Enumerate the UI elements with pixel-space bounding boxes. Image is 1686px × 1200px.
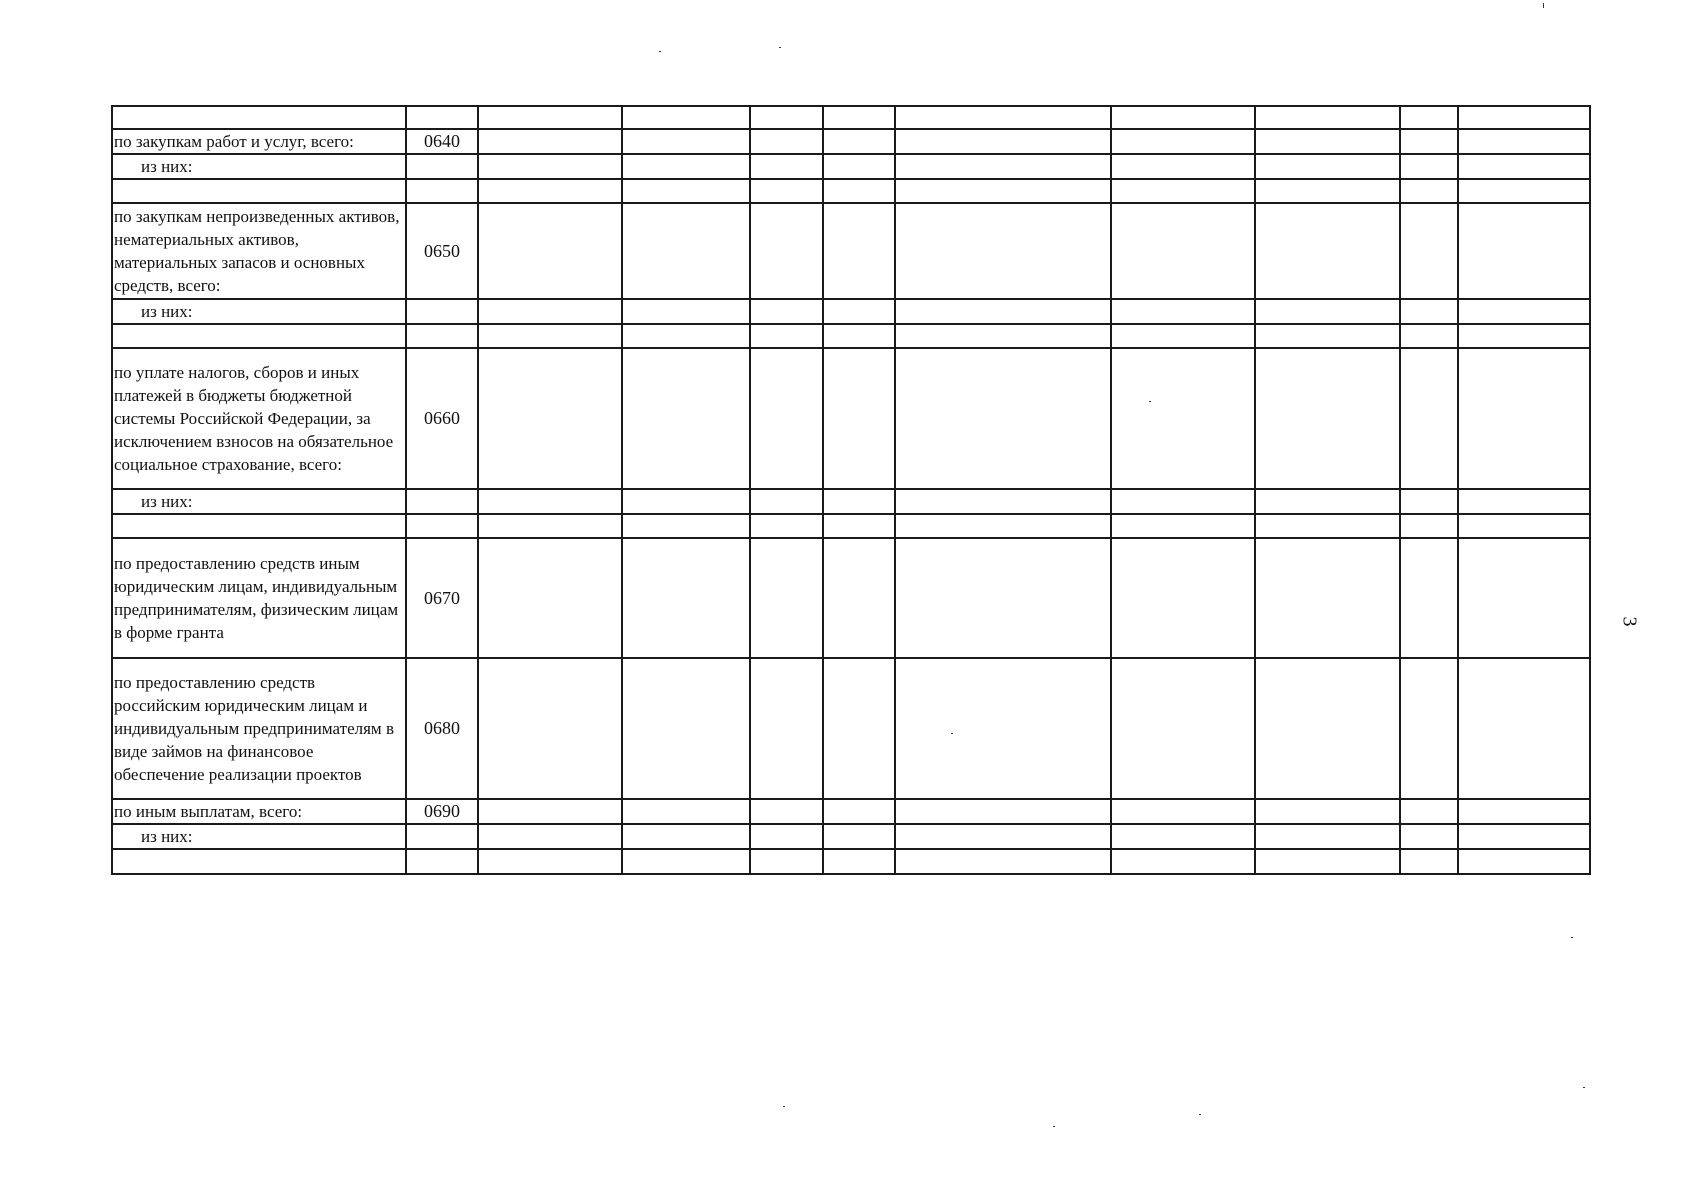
value-cell — [622, 203, 750, 299]
row-code — [406, 324, 478, 348]
value-cell — [1458, 324, 1590, 348]
value-cell — [750, 514, 823, 538]
value-cell — [1400, 658, 1458, 799]
report-table-body — [112, 106, 1590, 874]
value-cell — [1400, 203, 1458, 299]
value-cell — [1458, 514, 1590, 538]
value-cell — [1255, 824, 1400, 849]
value-cell — [895, 538, 1111, 658]
value-cell — [750, 203, 823, 299]
value-cell — [1111, 154, 1255, 179]
value-cell — [1111, 129, 1255, 154]
table-row — [112, 799, 1590, 824]
value-cell — [1111, 348, 1255, 489]
value-cell — [622, 849, 750, 874]
row-label: из них: — [112, 154, 406, 179]
value-cell — [823, 324, 895, 348]
value-cell — [1458, 129, 1590, 154]
value-cell — [750, 299, 823, 324]
value-cell — [895, 299, 1111, 324]
row-label: по предоставлению средств российским юридическим лицам и индивидуальным предпринимателям в виде займов на финансовое обеспечение реализации проектов — [112, 658, 406, 799]
value-cell — [1255, 658, 1400, 799]
value-cell — [622, 179, 750, 203]
row-label: по закупкам работ и услуг, всего: — [112, 129, 406, 154]
row-label — [112, 849, 406, 874]
value-cell — [823, 538, 895, 658]
row-code — [406, 514, 478, 538]
value-cell — [622, 658, 750, 799]
row-label: по закупкам непроизведенных активов, нематериальных активов, материальных запасов и основных средств, всего: — [112, 203, 406, 299]
scan-speck — [783, 1106, 785, 1107]
value-cell — [1255, 849, 1400, 874]
value-cell — [1458, 299, 1590, 324]
value-cell — [1400, 129, 1458, 154]
row-label: по предоставлению средств иным юридическим лицам, индивидуальным предпринимателям, физическим лицам в форме гранта — [112, 538, 406, 658]
row-label — [112, 514, 406, 538]
value-cell — [1255, 129, 1400, 154]
row-code: 0650 — [406, 203, 478, 299]
row-label — [112, 179, 406, 203]
value-cell — [1111, 106, 1255, 129]
row-code: 0640 — [406, 129, 478, 154]
value-cell — [1255, 514, 1400, 538]
value-cell — [895, 799, 1111, 824]
value-cell — [750, 324, 823, 348]
value-cell — [895, 658, 1111, 799]
value-cell — [1458, 824, 1590, 849]
value-cell — [823, 489, 895, 514]
value-cell — [1255, 106, 1400, 129]
scan-speck — [1053, 1126, 1055, 1127]
value-cell — [1458, 154, 1590, 179]
value-cell — [478, 658, 622, 799]
value-cell — [750, 849, 823, 874]
value-cell — [750, 348, 823, 489]
table-row — [112, 154, 1590, 179]
value-cell — [823, 824, 895, 849]
value-cell — [750, 179, 823, 203]
row-label — [112, 106, 406, 129]
table-row — [112, 348, 1590, 489]
scan-speck — [1543, 3, 1544, 8]
value-cell — [1458, 849, 1590, 874]
value-cell — [1255, 324, 1400, 348]
value-cell — [823, 106, 895, 129]
report-table — [111, 105, 1591, 875]
value-cell — [1111, 299, 1255, 324]
value-cell — [823, 154, 895, 179]
scan-speck — [1583, 1087, 1585, 1088]
table-row — [112, 658, 1590, 799]
row-label: из них: — [112, 824, 406, 849]
value-cell — [1111, 658, 1255, 799]
value-cell — [895, 154, 1111, 179]
table-row — [112, 824, 1590, 849]
value-cell — [1458, 799, 1590, 824]
page-number: 3 — [1618, 616, 1641, 627]
table-row — [112, 203, 1590, 299]
value-cell — [1458, 658, 1590, 799]
value-cell — [1111, 849, 1255, 874]
value-cell — [1458, 538, 1590, 658]
value-cell — [750, 489, 823, 514]
value-cell — [622, 324, 750, 348]
table-row — [112, 538, 1590, 658]
value-cell — [1111, 203, 1255, 299]
value-cell — [1400, 299, 1458, 324]
value-cell — [478, 824, 622, 849]
value-cell — [1255, 538, 1400, 658]
value-cell — [478, 106, 622, 129]
scan-speck — [1199, 1114, 1201, 1115]
table-row — [112, 849, 1590, 874]
row-label — [112, 324, 406, 348]
value-cell — [1111, 799, 1255, 824]
value-cell — [895, 179, 1111, 203]
value-cell — [750, 824, 823, 849]
value-cell — [478, 299, 622, 324]
value-cell — [478, 203, 622, 299]
value-cell — [750, 129, 823, 154]
value-cell — [1458, 179, 1590, 203]
value-cell — [750, 658, 823, 799]
value-cell — [1400, 538, 1458, 658]
value-cell — [1111, 489, 1255, 514]
value-cell — [1400, 824, 1458, 849]
row-code — [406, 179, 478, 203]
row-code — [406, 489, 478, 514]
value-cell — [478, 849, 622, 874]
scan-speck — [1149, 401, 1151, 402]
value-cell — [478, 538, 622, 658]
value-cell — [622, 824, 750, 849]
value-cell — [1255, 203, 1400, 299]
value-cell — [1255, 348, 1400, 489]
value-cell — [1400, 514, 1458, 538]
row-label: из них: — [112, 489, 406, 514]
value-cell — [622, 299, 750, 324]
value-cell — [750, 538, 823, 658]
row-code — [406, 299, 478, 324]
scan-speck — [1571, 937, 1573, 938]
table-row — [112, 106, 1590, 129]
value-cell — [478, 324, 622, 348]
value-cell — [823, 799, 895, 824]
value-cell — [622, 489, 750, 514]
value-cell — [1400, 106, 1458, 129]
value-cell — [1400, 324, 1458, 348]
row-code: 0670 — [406, 538, 478, 658]
value-cell — [895, 106, 1111, 129]
value-cell — [823, 658, 895, 799]
value-cell — [1458, 489, 1590, 514]
value-cell — [750, 154, 823, 179]
row-code — [406, 154, 478, 179]
value-cell — [1255, 179, 1400, 203]
value-cell — [895, 849, 1111, 874]
value-cell — [622, 106, 750, 129]
value-cell — [1400, 154, 1458, 179]
value-cell — [1111, 538, 1255, 658]
value-cell — [1400, 489, 1458, 514]
value-cell — [1255, 799, 1400, 824]
value-cell — [823, 179, 895, 203]
value-cell — [478, 179, 622, 203]
row-code: 0660 — [406, 348, 478, 489]
value-cell — [622, 154, 750, 179]
value-cell — [478, 799, 622, 824]
row-code — [406, 849, 478, 874]
value-cell — [823, 203, 895, 299]
value-cell — [478, 154, 622, 179]
value-cell — [823, 299, 895, 324]
value-cell — [1458, 348, 1590, 489]
table-row — [112, 129, 1590, 154]
value-cell — [750, 106, 823, 129]
row-label: из них: — [112, 299, 406, 324]
value-cell — [895, 824, 1111, 849]
value-cell — [1111, 514, 1255, 538]
value-cell — [1458, 203, 1590, 299]
value-cell — [750, 799, 823, 824]
row-label: по уплате налогов, сборов и иных платежей в бюджеты бюджетной системы Российской Федерации, за исключением взносов на обязательное социальное страхование, всего: — [112, 348, 406, 489]
value-cell — [823, 129, 895, 154]
scan-speck — [951, 733, 953, 734]
value-cell — [895, 203, 1111, 299]
value-cell — [823, 849, 895, 874]
row-code: 0680 — [406, 658, 478, 799]
value-cell — [478, 514, 622, 538]
scan-speck — [779, 47, 781, 48]
row-code: 0690 — [406, 799, 478, 824]
value-cell — [1400, 348, 1458, 489]
value-cell — [1400, 179, 1458, 203]
value-cell — [1400, 799, 1458, 824]
value-cell — [895, 324, 1111, 348]
value-cell — [478, 129, 622, 154]
value-cell — [895, 514, 1111, 538]
value-cell — [1400, 849, 1458, 874]
value-cell — [622, 348, 750, 489]
value-cell — [1255, 489, 1400, 514]
table-row — [112, 324, 1590, 348]
row-code — [406, 106, 478, 129]
row-code — [406, 824, 478, 849]
table-row — [112, 514, 1590, 538]
value-cell — [478, 348, 622, 489]
scan-speck — [659, 51, 661, 52]
value-cell — [1458, 106, 1590, 129]
value-cell — [1255, 154, 1400, 179]
value-cell — [823, 348, 895, 489]
value-cell — [895, 348, 1111, 489]
value-cell — [1255, 299, 1400, 324]
value-cell — [895, 129, 1111, 154]
value-cell — [1111, 179, 1255, 203]
value-cell — [622, 799, 750, 824]
value-cell — [823, 514, 895, 538]
value-cell — [622, 514, 750, 538]
value-cell — [1111, 324, 1255, 348]
table-row — [112, 299, 1590, 324]
table-row — [112, 179, 1590, 203]
row-label: по иным выплатам, всего: — [112, 799, 406, 824]
value-cell — [478, 489, 622, 514]
value-cell — [895, 489, 1111, 514]
table-row — [112, 489, 1590, 514]
value-cell — [622, 129, 750, 154]
value-cell — [1111, 824, 1255, 849]
value-cell — [622, 538, 750, 658]
